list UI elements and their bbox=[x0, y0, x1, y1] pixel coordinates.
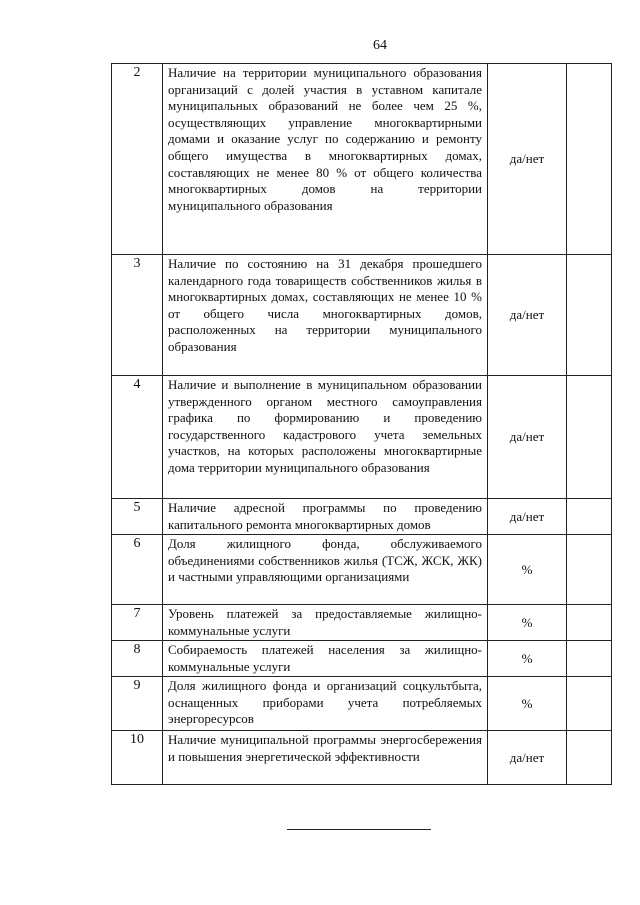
row-value-cell bbox=[567, 641, 612, 677]
row-number: 10 bbox=[112, 731, 163, 785]
row-number: 5 bbox=[112, 499, 163, 535]
row-value-cell bbox=[567, 376, 612, 499]
row-description: Наличие по состоянию на 31 декабря прошедшего календарного года товариществ собственников жилья в многоквартирных домах, составляющих не менее 10 % от общего числа многоквартирных домов, расположенных на территории муниципального образования bbox=[163, 255, 488, 376]
row-unit: % bbox=[488, 641, 567, 677]
row-description: Доля жилищного фонда и организаций соцкультбыта, оснащенных приборами учета потребляемых энергоресурсов bbox=[163, 677, 488, 731]
table-row bbox=[112, 731, 612, 785]
row-number: 4 bbox=[112, 376, 163, 499]
row-number: 6 bbox=[112, 535, 163, 605]
table-row bbox=[112, 64, 612, 255]
row-unit: % bbox=[488, 677, 567, 731]
table-row bbox=[112, 376, 612, 499]
row-value-cell bbox=[567, 677, 612, 731]
row-unit: да/нет bbox=[488, 376, 567, 499]
row-unit: да/нет bbox=[488, 64, 567, 255]
row-number: 9 bbox=[112, 677, 163, 731]
row-description: Наличие адресной программы по проведению капитального ремонта многоквартирных домов bbox=[163, 499, 488, 535]
row-description: Собираемость платежей населения за жилищно-коммунальные услуги bbox=[163, 641, 488, 677]
row-value-cell bbox=[567, 605, 612, 641]
row-description: Наличие муниципальной программы энергосбережения и повышения энергетической эффективности bbox=[163, 731, 488, 785]
row-unit: % bbox=[488, 535, 567, 605]
row-value-cell bbox=[567, 64, 612, 255]
row-description: Наличие и выполнение в муниципальном образовании утвержденного органом местного самоуправления графика по формированию и проведению государственного кадастрового учета земельных участков, на которых расположены многоквартирные дома территории муниципального образования bbox=[163, 376, 488, 499]
row-description: Наличие на территории муниципального образования организаций с долей участия в уставном капитале муниципальных образований не более чем 25 %, осуществляющих управление многоквартирными домами и оказание услуг по содержанию и ремонту общего имущества в многоквартирных домах, составляющих не менее 80 % от общего количества многоквартирных домов на территории муниципального образования bbox=[163, 64, 488, 255]
table-row bbox=[112, 605, 612, 641]
table-row bbox=[112, 677, 612, 731]
row-value-cell bbox=[567, 499, 612, 535]
row-unit: да/нет bbox=[488, 255, 567, 376]
table-row bbox=[112, 641, 612, 677]
page-number: 64 bbox=[373, 38, 387, 53]
row-number: 2 bbox=[112, 64, 163, 255]
row-value-cell bbox=[567, 731, 612, 785]
row-value-cell bbox=[567, 535, 612, 605]
row-description: Уровень платежей за предоставляемые жилищно-коммунальные услуги bbox=[163, 605, 488, 641]
row-description: Доля жилищного фонда, обслуживаемого объединениями собственников жилья (ТСЖ, ЖСК, ЖК) и частными управляющими организациями bbox=[163, 535, 488, 605]
row-number: 3 bbox=[112, 255, 163, 376]
row-value-cell bbox=[567, 255, 612, 376]
criteria-table bbox=[111, 63, 612, 785]
table-row bbox=[112, 255, 612, 376]
footer-separator-line bbox=[287, 829, 431, 830]
row-unit: % bbox=[488, 605, 567, 641]
table-row bbox=[112, 535, 612, 605]
row-number: 8 bbox=[112, 641, 163, 677]
table-row bbox=[112, 499, 612, 535]
row-unit: да/нет bbox=[488, 731, 567, 785]
row-unit: да/нет bbox=[488, 499, 567, 535]
row-number: 7 bbox=[112, 605, 163, 641]
